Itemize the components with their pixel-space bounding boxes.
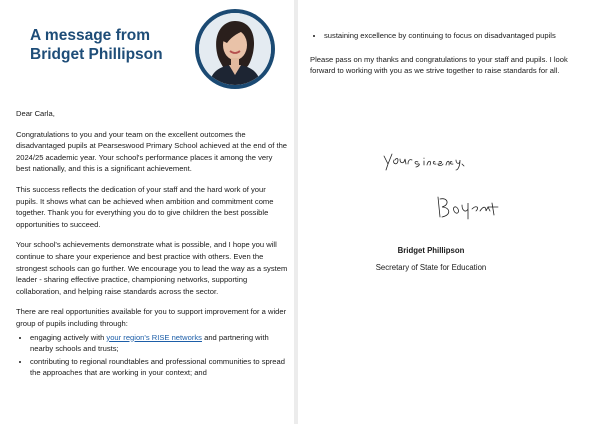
list-item: • contributing to regional roundtables and professional communities to spread the approaches that are working in your context; and bbox=[30, 356, 288, 379]
letter-page-left bbox=[0, 0, 294, 424]
header-title-line2: Bridget Phillipson bbox=[30, 46, 163, 63]
list-item bbox=[30, 332, 288, 355]
portrait-image bbox=[199, 13, 271, 85]
letter-header bbox=[0, 0, 294, 98]
bullet1-text-end: and partnering with nearby schools and trusts; bbox=[30, 332, 269, 354]
list-item: • sustaining excellence by continuing to focus on disadvantaged pupils bbox=[324, 30, 594, 42]
paragraph-achievements: Your school's achievements demonstrate what is possible, and I hope you will continue to share your experience and best practice with others. Even the strongest schools can go further. We encourage you to lead the way as a system leader - sharing effective practice, championing networks, supporting collaboration, and helping raise standards across the sector. bbox=[16, 240, 288, 296]
salutation: Dear Carla, bbox=[16, 109, 55, 118]
signatory-role: Secretary of State for Education bbox=[375, 263, 487, 272]
paragraph-success: This success reflects the dedication of your staff and the hard work of your pupils. It shows what can be achieved when ambition and commitment come together. Thank you for everything you do to give children the best possible opportunities to succeed. bbox=[16, 184, 274, 229]
letter-body-left bbox=[16, 108, 288, 380]
bullet1-text: engaging actively with bbox=[30, 332, 107, 342]
rise-networks-link[interactable]: your region's RISE networks bbox=[106, 332, 202, 342]
paragraph-congratulations: Congratulations to you and your team on the excellent outcomes the disadvantaged pupils at Pearseswood Primary School achieved at the end of the 2024/25 academic year. Your school's performance places it among the very best nationally, and this is a significant achievement. bbox=[16, 129, 288, 174]
header-title bbox=[30, 26, 163, 64]
signatory-name: Bridget Phillipson bbox=[397, 246, 465, 255]
paragraph-opportunities: There are real opportunities available for you to support improvement for a wider group of pupils including through: bbox=[16, 307, 287, 328]
letter-body-right bbox=[310, 30, 594, 77]
opportunities-list-continued bbox=[310, 30, 594, 42]
paragraph-thanks: Please pass on my thanks and congratulations to your staff and pupils. I look forward to working with you as we strive together to raise standards for all. bbox=[310, 54, 568, 76]
signature bbox=[432, 193, 512, 223]
header-title-line1: A message from bbox=[30, 27, 151, 44]
portrait-photo bbox=[195, 9, 275, 89]
closing-handwritten bbox=[380, 148, 500, 174]
opportunities-list bbox=[16, 332, 288, 379]
